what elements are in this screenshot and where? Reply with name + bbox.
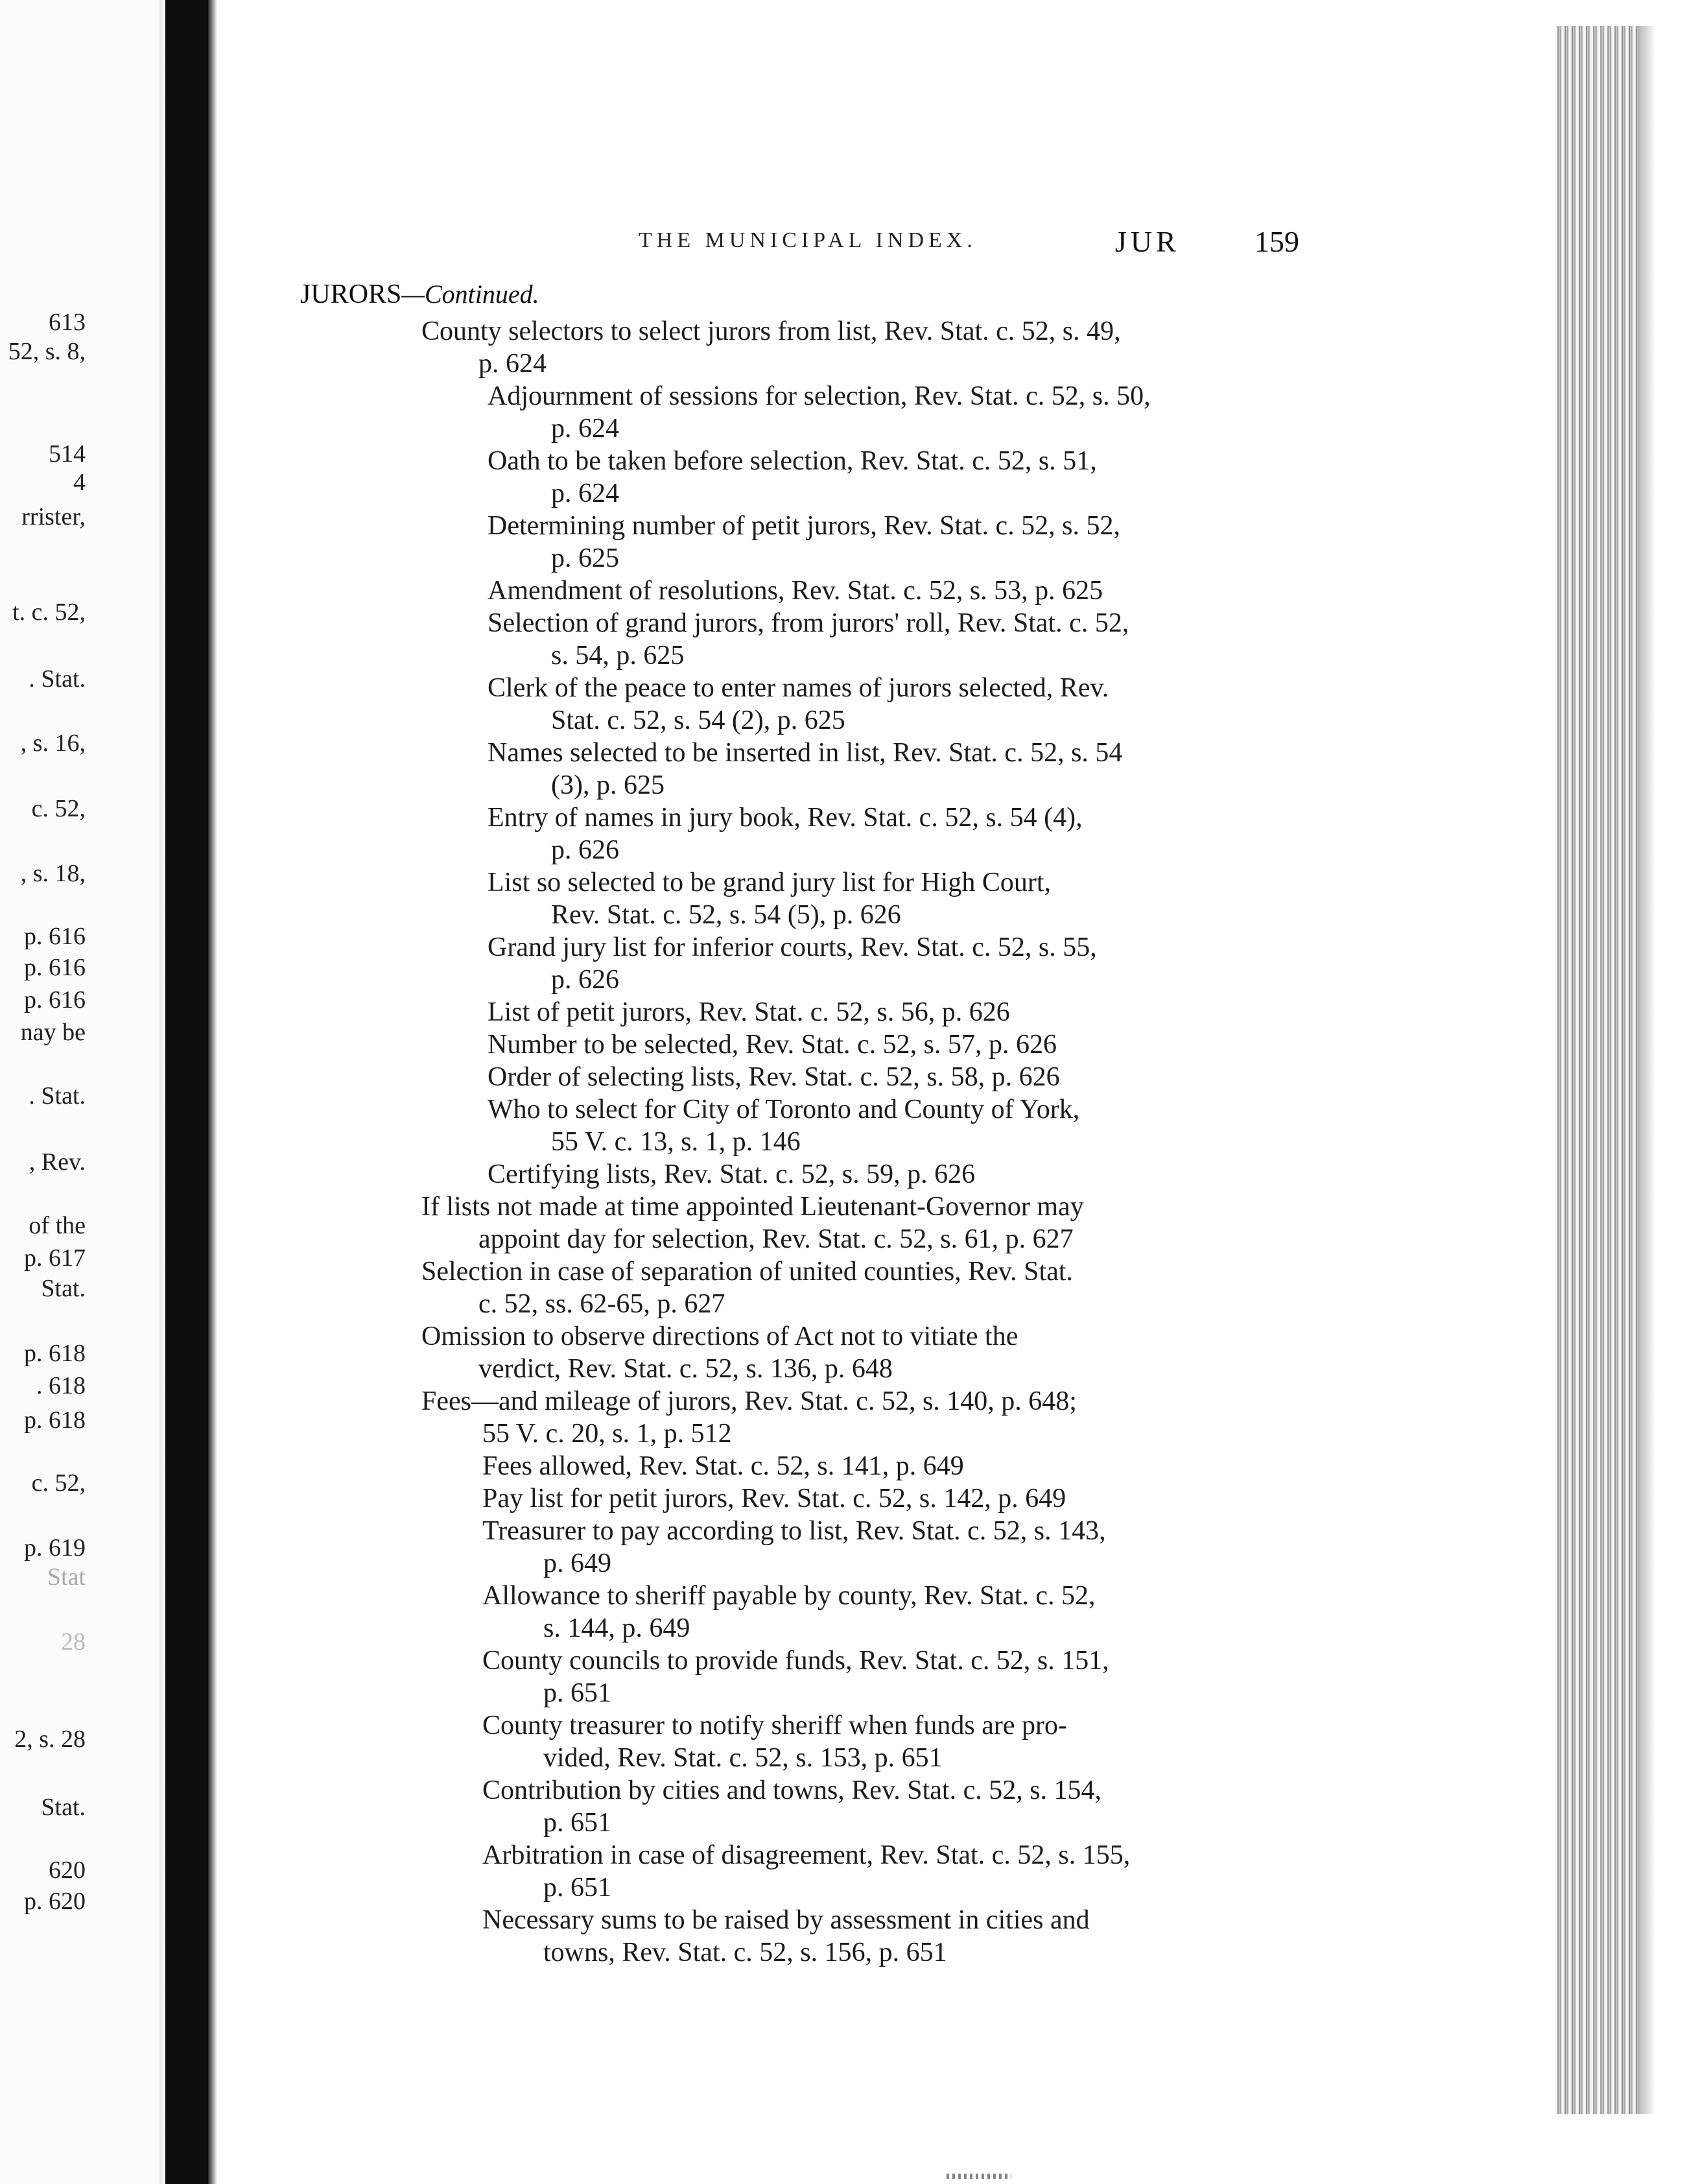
index-entry [421, 1320, 1018, 1385]
index-entry [482, 1709, 1067, 1774]
left-page-fragment: 28 [61, 1628, 86, 1656]
left-page-fragment: p. 616 [24, 954, 86, 981]
entry-continuation: s. 54, p. 625 [551, 641, 685, 671]
left-page-fragment: p. 620 [24, 1888, 86, 1915]
entry-continuation: p. 651 [543, 1678, 611, 1708]
index-entry [482, 1515, 1106, 1580]
entry-line: Omission to observe directions of Act not to vitiate the [421, 1322, 1018, 1351]
index-entry [488, 996, 1010, 1028]
entry-continuation: p. 624 [551, 414, 619, 444]
index-entry [488, 866, 1051, 931]
entry-continuation: appoint day for selection, Rev. Stat. c. 52, s. 61, p. 627 [478, 1224, 1074, 1254]
entry-line: County councils to provide funds, Rev. Stat. c. 52, s. 151, [482, 1646, 1109, 1676]
entry-line: Clerk of the peace to enter names of jurors selected, Rev. [488, 673, 1109, 703]
entry-line: Adjournment of sessions for selection, Rev. Stat. c. 52, s. 50, [488, 381, 1151, 411]
guide-word: JUR [1115, 225, 1180, 258]
index-entry [488, 1158, 975, 1191]
heading-continued: —Continued. [401, 279, 539, 309]
entry-continuation: Rev. Stat. c. 52, s. 54 (5), p. 626 [551, 900, 901, 930]
left-page-fragment: Stat. [41, 1794, 86, 1821]
entry-continuation: towns, Rev. Stat. c. 52, s. 156, p. 651 [543, 1938, 947, 1967]
index-entry [482, 1482, 1066, 1515]
left-page-fragment: , Rev. [29, 1148, 86, 1176]
left-page-fragment: 4 [73, 469, 86, 496]
running-header [0, 225, 1683, 261]
entry-line: List so selected to be grand jury list for High Court, [488, 868, 1052, 897]
left-page-fragment: p. 617 [24, 1244, 86, 1272]
entry-line: Selection of grand jurors, from jurors' roll, Rev. Stat. c. 52, [488, 608, 1129, 638]
left-page-fragment: t. c. 52, [12, 599, 86, 626]
entry-continuation: p. 651 [543, 1808, 611, 1838]
entry-continuation: s. 144, p. 649 [543, 1613, 690, 1643]
left-page-fragment: 613 [49, 309, 86, 336]
left-page-fragment: rrister, [21, 503, 86, 530]
page-edge-stack [1555, 26, 1639, 2114]
index-entry [482, 1644, 1109, 1709]
left-page-fragment: p. 618 [24, 1407, 86, 1434]
entry-continuation: 55 V. c. 20, s. 1, p. 512 [482, 1419, 732, 1449]
entry-continuation: (3), p. 625 [551, 770, 665, 800]
entry-continuation: p. 626 [551, 965, 619, 995]
index-entry [488, 575, 1103, 607]
book-binding-gutter [165, 0, 208, 2184]
entry-line: Fees—and mileage of jurors, Rev. Stat. c. 52, s. 140, p. 648; [421, 1386, 1077, 1416]
entry-continuation: c. 52, ss. 62-65, p. 627 [478, 1289, 725, 1319]
index-entry [488, 737, 1122, 801]
entry-continuation: p. 625 [551, 543, 619, 573]
entry-line: Order of selecting lists, Rev. Stat. c. 52, s. 58, p. 626 [488, 1062, 1060, 1092]
entry-continuation: p. 626 [551, 835, 619, 865]
index-entry [488, 1028, 1057, 1061]
page-number: 159 [1254, 225, 1299, 258]
left-page-fragment: . Stat. [29, 1082, 86, 1110]
entry-continuation: 55 V. c. 13, s. 1, p. 146 [551, 1127, 801, 1157]
entry-line: Number to be selected, Rev. Stat. c. 52, s. 57, p. 626 [488, 1030, 1057, 1060]
left-page-fragment: nay be [20, 1019, 86, 1046]
left-page-fragment: p. 618 [24, 1340, 86, 1367]
index-entry [488, 672, 1109, 737]
index-entry [488, 380, 1151, 445]
left-page-fragment: 52, s. 8, [8, 338, 86, 365]
entry-continuation: p. 624 [478, 349, 547, 379]
entry-continuation: p. 624 [551, 479, 619, 508]
left-page-fragment: 2, s. 28 [14, 1726, 86, 1753]
section-heading [300, 279, 539, 310]
entry-line: Oath to be taken before selection, Rev. Stat. c. 52, s. 51, [488, 446, 1097, 476]
entry-line: Selection in case of separation of united counties, Rev. Stat. [421, 1257, 1074, 1287]
index-entry [482, 1450, 964, 1482]
entry-line: Treasurer to pay according to list, Rev. Stat. c. 52, s. 143, [482, 1516, 1106, 1546]
index-entry [421, 1191, 1084, 1255]
left-page-fragment: p. 616 [24, 986, 86, 1014]
entry-line: Certifying lists, Rev. Stat. c. 52, s. 59, p. 626 [488, 1159, 976, 1189]
entry-line: County treasurer to notify sheriff when funds are pro- [482, 1711, 1067, 1740]
gutter-shadow [208, 0, 217, 2184]
entry-line: Contribution by cities and towns, Rev. Stat. c. 52, s. 154, [482, 1775, 1102, 1805]
entry-continuation: Stat. c. 52, s. 54 (2), p. 625 [551, 706, 845, 735]
left-facing-page [0, 0, 169, 2184]
entry-line: Who to select for City of Toronto and County of York, [488, 1095, 1080, 1124]
left-page-fragment: 514 [49, 440, 86, 468]
index-entry [421, 315, 1121, 380]
index-entry [488, 801, 1083, 866]
entry-line: Arbitration in case of disagreement, Rev. Stat. c. 52, s. 155, [482, 1840, 1131, 1870]
index-entry [488, 931, 1097, 996]
index-entry [488, 510, 1120, 575]
entry-line: Names selected to be inserted in list, Rev. Stat. c. 52, s. 54 [488, 738, 1123, 768]
entry-line: Allowance to sheriff payable by county, Rev. Stat. c. 52, [482, 1581, 1096, 1611]
scan-artifact [947, 2174, 1011, 2179]
index-entry [421, 1385, 1077, 1450]
left-page-fragment: , s. 18, [20, 860, 86, 887]
left-page-fragment: . Stat. [29, 665, 86, 693]
entry-line: Pay list for petit jurors, Rev. Stat. c. 52, s. 142, p. 649 [482, 1484, 1066, 1513]
heading-title: JURORS [300, 279, 402, 309]
index-entry [482, 1904, 1090, 1969]
entry-line: Necessary sums to be raised by assessment in cities and [482, 1905, 1090, 1935]
left-page-fragment: p. 619 [24, 1534, 86, 1561]
entry-continuation: p. 649 [543, 1549, 611, 1578]
entry-line: Fees allowed, Rev. Stat. c. 52, s. 141, p. 649 [482, 1451, 964, 1481]
index-entry [421, 1255, 1073, 1320]
left-page-fragment: Stat [47, 1563, 86, 1591]
entry-continuation: verdict, Rev. Stat. c. 52, s. 136, p. 648 [478, 1354, 893, 1384]
index-entry [488, 445, 1097, 510]
index-entry [482, 1839, 1130, 1904]
left-page-fragment: 620 [49, 1857, 86, 1884]
index-entry [482, 1580, 1096, 1644]
left-page-fragment: . 618 [36, 1372, 86, 1399]
left-page-fragment: p. 616 [24, 923, 86, 950]
entry-continuation: p. 651 [543, 1873, 611, 1903]
entry-line: Amendment of resolutions, Rev. Stat. c. 52, s. 53, p. 625 [488, 576, 1103, 606]
index-entry [488, 607, 1129, 672]
index-entry [482, 1774, 1101, 1839]
entry-line: County selectors to select jurors from list, Rev. Stat. c. 52, s. 49, [421, 316, 1121, 346]
left-page-fragment: Stat. [41, 1275, 86, 1302]
page-edge-shadow [1639, 26, 1656, 2114]
entry-line: Determining number of petit jurors, Rev. Stat. c. 52, s. 52, [488, 511, 1120, 541]
entry-line: Grand jury list for inferior courts, Rev. Stat. c. 52, s. 55, [488, 932, 1097, 962]
left-page-fragment: , s. 16, [20, 730, 86, 757]
running-head-title: THE MUNICIPAL INDEX. [639, 228, 977, 252]
left-page-fragment: c. 52, [31, 795, 86, 822]
entry-line: Entry of names in jury book, Rev. Stat. c. 52, s. 54 (4), [488, 803, 1083, 833]
entry-line: If lists not made at time appointed Lieutenant-Governor may [421, 1192, 1084, 1222]
entry-line: List of petit jurors, Rev. Stat. c. 52, s. 56, p. 626 [488, 997, 1010, 1027]
entry-continuation: vided, Rev. Stat. c. 52, s. 153, p. 651 [543, 1743, 943, 1773]
index-entry [488, 1093, 1079, 1158]
left-page-fragment: c. 52, [31, 1469, 86, 1497]
index-entry [488, 1061, 1060, 1093]
left-page-fragment: of the [29, 1212, 86, 1239]
